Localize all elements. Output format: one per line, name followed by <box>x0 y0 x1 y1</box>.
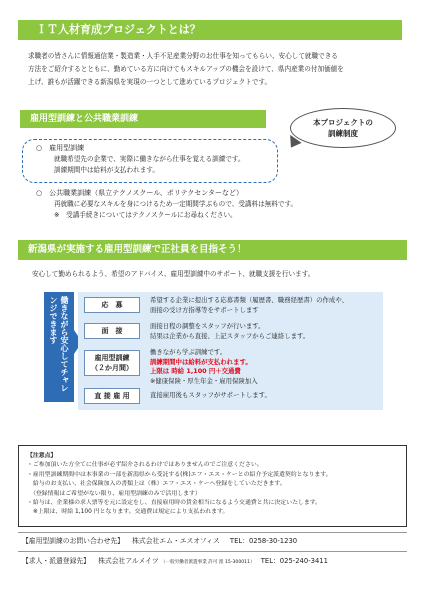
step-line-highlight: 上限は 時給 1,100 円＋交通費 <box>150 367 241 375</box>
notes-title: 【注意点】 <box>27 453 57 459</box>
dispatch-license: （一般労働者派遣事業 許可 派 15-300011） <box>160 560 255 565</box>
footer-inquiry <box>22 536 407 546</box>
section-title-niigata-program: 新潟県が実施する雇用型訓練で正社員を目指そう！ <box>18 240 407 260</box>
kokyo-note: ※ 受講手続きについてはテクノスクールにお尋ねください。 <box>54 211 237 219</box>
koyou-line: 訓練期間中は給料が支払われます。 <box>54 166 159 174</box>
koyou-line: 就職希望先の企業で、実際に働きながら仕事を覚える訓練です。 <box>54 155 245 163</box>
step-text-interview <box>150 322 380 341</box>
inquiry-tel: TEL：0258-30-1230 <box>229 537 298 545</box>
step-line: ※健康保険・厚生年金・雇用保険加入 <box>150 376 258 385</box>
section2-description: 安心して勤められるよう、希望のアドバイス、雇用型訓練中のサポート、就職支援を行います。 <box>32 270 315 278</box>
step-text-training <box>150 348 380 386</box>
koyou-training-text <box>36 142 276 176</box>
inquiry-label: 【雇用型訓練のお問い合わせ先】 <box>22 537 124 545</box>
footer-divider <box>18 532 407 533</box>
dispatch-tel: TEL：025-240-3411 <box>260 557 328 565</box>
dispatch-label: 【求人・派遣登録先】 <box>22 557 90 565</box>
step-label-interview: 面 接 <box>84 323 140 339</box>
footer-dispatch <box>22 556 407 568</box>
step-label-line: （２か月間） <box>91 364 133 372</box>
footer-divider <box>18 551 407 552</box>
step-label-training <box>84 350 140 376</box>
step-text-apply <box>150 296 380 315</box>
step-line: 働きながら学ぶ訓練です。 <box>150 348 227 356</box>
note-line: ・給与は、企業様の求人票等を元に設定をし、直接雇用時の賃金相当になるよう交通費と共に決定いたします。 <box>27 500 322 507</box>
kokyo-title: ○ 公共職業訓練（県立テクノスクール、ポリテクセンターなど） <box>36 189 244 197</box>
step-line: 面接の受け方指導等をサポートします <box>150 305 259 314</box>
note-line: ※上限は、時給 1,100 円となります。交通費は規定により支払われます。 <box>27 509 229 516</box>
step-line: 面接日程の調整をスタッフが行います。 <box>150 322 265 330</box>
intro-line: 方法をご紹介するとともに、勤めている方に向けてもスキルアップの機会を設けて、県内産業の付加価値を <box>28 65 344 73</box>
note-line: （登録情報はご希望がない限り、雇用型訓練のみで活用します） <box>27 490 201 497</box>
note-line: 給与のお支払い、社会保険加入の書類上は（株）エフ・エス・ケーへ登録をしていただきます。 <box>27 481 286 488</box>
step-label-direct-hire: 直 接 雇 用 <box>84 388 140 404</box>
note-line: ・雇用型訓練期間中は本事業の一部を新潟県から受託する(株)エフ・エス・ケーとの紹介予定派遣契約となります。 <box>27 471 332 478</box>
intro-line: 上げ、誰もが活躍できる新潟県を実現の一つとして進めているプロジェクトです。 <box>28 78 272 86</box>
bubble-line: 訓練制度 <box>328 129 358 138</box>
page-title: ＩＴ人材育成プロジェクトとは？ <box>18 20 402 40</box>
koyou-title: ○ 雇用型訓練 <box>36 144 85 152</box>
step-text-direct-hire <box>150 391 380 401</box>
step-line: 結果は企業から直接、上記スタッフからご連絡します。 <box>150 331 310 340</box>
callout-bubble <box>290 108 396 148</box>
intro-line: 求職者の皆さんに情報通信業・製造業・人手不足産業分野のお仕事を知ってもらい、安心して就職できる <box>28 52 338 60</box>
kokyo-line: 再就職に必要なスキルを身につけるため一定期間学ぶもので、受講料は無料です。 <box>54 200 298 208</box>
section-title-training-types: 雇用型訓練と公共職業訓練 <box>20 110 266 128</box>
intro-paragraph <box>28 50 408 89</box>
inquiry-org: 株式会社エム・エスオフィス <box>132 537 220 545</box>
note-line: ・ご参加頂いた方全てに仕事が必ず紹介されるわけではありませんのでご注意ください。 <box>27 462 263 469</box>
challenge-vertical-label: 働きながら安心してチャレンジできます <box>44 292 74 402</box>
dispatch-org: 株式会社アルメイツ <box>98 557 159 565</box>
step-line: 直接雇用後もスタッフがサポートします。 <box>150 391 271 399</box>
notes-box <box>18 445 407 527</box>
step-label-line: 雇用型訓練 <box>94 354 130 362</box>
step-line-highlight: 訓練期間中は給料が支払われます。 <box>150 357 252 366</box>
bubble-line: 本プロジェクトの <box>313 118 373 127</box>
step-label-apply: 応 募 <box>84 297 140 313</box>
kokyo-training-text <box>36 187 396 221</box>
step-line: 希望する企業に提出する応募書類（履歴書、職務経歴書）の作成や、 <box>150 296 348 304</box>
